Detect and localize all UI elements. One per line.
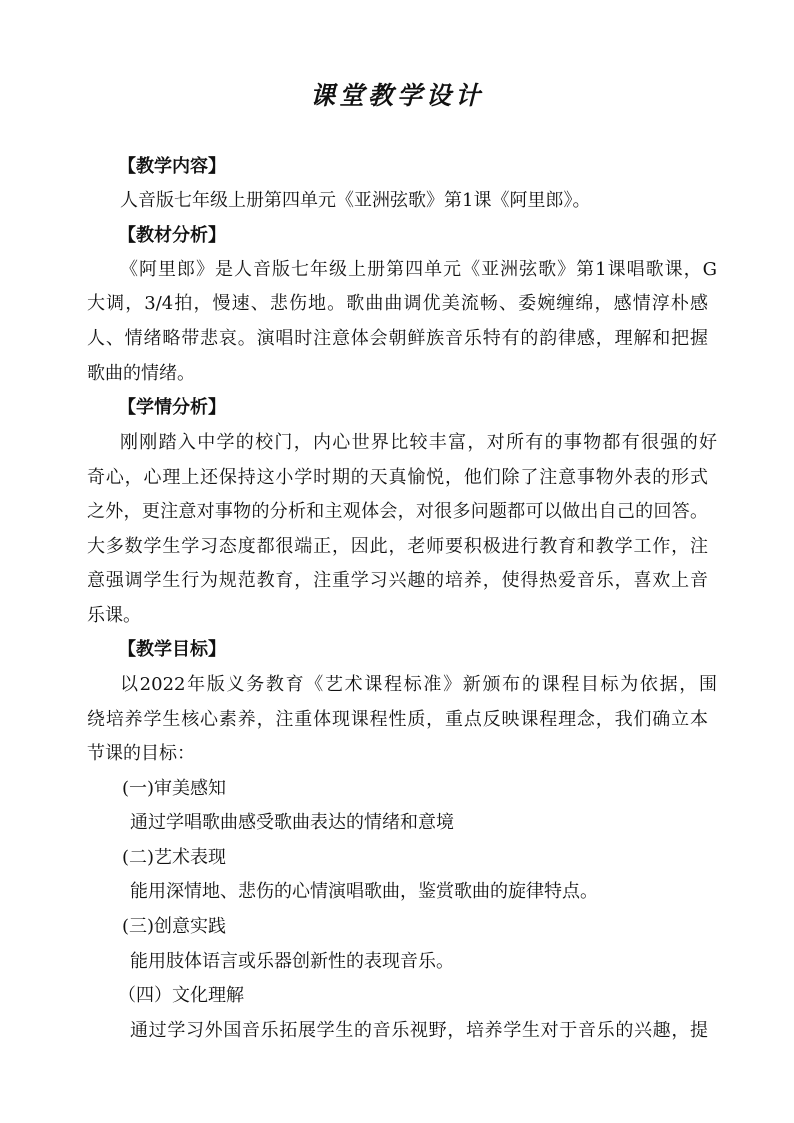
- section-heading-teaching-content: 【教学内容】: [118, 156, 226, 177]
- section-heading-material-analysis: 【教材分析】: [118, 225, 226, 246]
- paragraph-line: 节课的目标：: [87, 743, 195, 764]
- paragraph-line: 大调，3/4拍，慢速、悲伤地。歌曲曲调优美流畅、委婉缠绵，感情淳朴感: [87, 293, 708, 314]
- paragraph-line: 能用肢体语言或乐器创新性的表现音乐。: [130, 951, 454, 972]
- paragraph-line: 绕培养学生核心素养，注重体现课程性质，重点反映课程理念，我们确立本: [87, 709, 708, 730]
- paragraph-line: 通过学唱歌曲感受歌曲表达的情绪和意境: [130, 812, 454, 833]
- paragraph-line: 之外，更注意对事物的分析和主观体会，对很多问题都可以做出自己的回答。: [87, 501, 708, 522]
- paragraph-line: 以2022年版义务教育《艺术课程标准》新颁布的课程目标为依据，围: [120, 674, 717, 695]
- paragraph-line: 意强调学生行为规范教育，注重学习兴趣的培养，使得热爱音乐，喜欢上音: [87, 570, 708, 591]
- paragraph-line: 歌曲的情绪。: [87, 363, 195, 384]
- paragraph-line: 人音版七年级上册第四单元《亚洲弦歌》第1课《阿里郎》。: [120, 190, 591, 211]
- subheading-creative-practice: (三)创意实践: [122, 916, 227, 937]
- paragraph-line: 大多数学生学习态度都很端正，因此，老师要积极进行教育和教学工作，注: [87, 536, 708, 557]
- paragraph-line: 乐课。: [87, 605, 141, 626]
- document-title: 课堂教学设计: [309, 81, 484, 110]
- subheading-artistic-expression: (二)艺术表现: [122, 847, 227, 868]
- paragraph-line: 能用深情地、悲伤的心情演唱歌曲，鉴赏歌曲的旋律特点。: [130, 881, 598, 902]
- section-heading-student-analysis: 【学情分析】: [118, 397, 226, 418]
- section-heading-teaching-goals: 【教学目标】: [118, 639, 226, 660]
- subheading-aesthetic-perception: (一)审美感知: [122, 778, 227, 799]
- subheading-cultural-understanding: （四）文化理解: [118, 985, 244, 1006]
- paragraph-line: 通过学习外国音乐拓展学生的音乐视野，培养学生对于音乐的兴趣，提: [130, 1020, 708, 1041]
- paragraph-line: 刚刚踏入中学的校门，内心世界比较丰富，对所有的事物都有很强的好: [120, 432, 717, 453]
- paragraph-line: 奇心，心理上还保持这小学时期的天真愉悦，他们除了注意事物外表的形式: [87, 467, 708, 488]
- paragraph-line: 《阿里郎》是人音版七年级上册第四单元《亚洲弦歌》第1课唱歌课，G: [120, 259, 717, 280]
- paragraph-line: 人、情绪略带悲哀。演唱时注意体会朝鲜族音乐特有的韵律感，理解和把握: [87, 328, 708, 349]
